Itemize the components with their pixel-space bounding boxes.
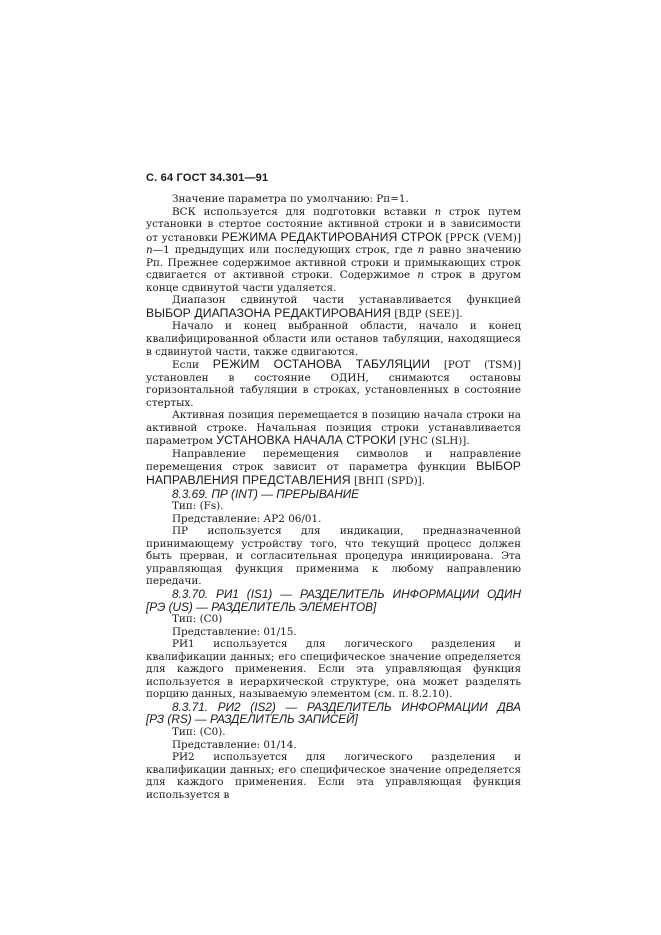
section-8-3-69-type: Тип: (Fs). <box>172 500 224 513</box>
title-line: [РЭ (US) — РАЗДЕЛИТЕЛЬ ЭЛЕМЕНТОВ] <box>146 599 377 614</box>
section-8-3-69-title: 8.3.69. ПР (INT) — ПРЕРЫВАНИЕ <box>172 486 360 501</box>
abbreviation: [РРСК (VEM)] <box>441 231 522 244</box>
variable-n: n <box>417 269 424 282</box>
text-run: строк путем установки в стертое состояние активной строки и в зависимости от установки <box>146 205 522 244</box>
paragraph-default-value: Значение параметра по умолчанию: Рп=1. <box>172 193 409 205</box>
section-8-3-71-title <box>146 701 521 726</box>
section-8-3-71-type: Тип: (С0). <box>172 725 226 738</box>
function-name: ВЫБОР НАПРАВЛЕНИЯ ПРЕДСТАВЛЕНИЯ <box>146 459 521 488</box>
text-run: равно значению Рп. Прежнее содержимое активной строки и примыкающих строк сдвигается от активной строки. Содержимое <box>146 244 522 282</box>
paragraph-vsk <box>146 206 521 295</box>
mode-name: РЕЖИМА РЕДАКТИРОВАНИЯ СТРОК <box>221 229 442 244</box>
text-run: Активная позиция перемещается в позицию начала строки на активной строке. Начальная позиция строки устанавливается параметром <box>146 409 521 448</box>
text-run: Если <box>172 359 213 372</box>
section-8-3-70-type: Тип: (С0) <box>172 613 223 626</box>
abbreviation: [РОТ (TSM)] <box>430 359 521 372</box>
variable-n: n <box>417 244 425 257</box>
section-8-3-71-description: РИ2 используется для логического разделения и квалификации данных; его специфическое значение определяется для каждого применения. Если эта управляющая функция используется в <box>146 751 521 801</box>
variable-n: n <box>146 244 153 257</box>
section-8-3-69-description: ПР используется для индикации, предназначенной принимающему устройству того, что текущий процесс должен быть прерван, и согласительная процедура инициирована. Эта управляющая функция применима к любому направлению передачи. <box>146 525 521 588</box>
abbreviation: [УНС (SLH)]. <box>395 435 470 448</box>
paragraph-area-shift: Начало и конец выбранной области, начало и конец квалифицированной области или останов табуляции, находящиеся в сдвинутой части, также сдвигаются. <box>146 320 521 358</box>
section-8-3-70-description: РИ1 используется для логического разделения и квалификации данных; его специфическое значение определяется для каждого применения. Если эта управляющая функция используется в иерархической структуре, она может разделять порцию данных, называемую элементом (см. п. 8.2.10). <box>146 638 521 701</box>
paragraph-tab-stop <box>146 358 521 409</box>
text-run: Диапазон сдвинутой части устанавливается функцией <box>172 294 521 307</box>
abbreviation: [ВДР (SEE)]. <box>391 307 463 320</box>
function-name: УСТАНОВКА НАЧАЛА СТРОКИ <box>216 433 396 448</box>
function-name: ВЫБОР ДИАПАЗОНА РЕДАКТИРОВАНИЯ <box>146 305 392 320</box>
text-run: строк в другом конце сдвинутой части удаляется. <box>146 269 521 294</box>
section-8-3-71-representation: Представление: 01/14. <box>172 738 297 751</box>
section-8-3-70-representation: Представление: 01/15. <box>172 625 297 638</box>
text-run: —1 предыдущих или последующих строк, где <box>152 244 418 257</box>
abbreviation: [ВНП (SPD)]. <box>350 475 426 488</box>
title-line: 8.3.71. РИ2 (IS2) — РАЗДЕЛИТЕЛЬ ИНФОРМАЦИИ ДВА <box>172 699 521 714</box>
title-line: [РЗ (RS) — РАЗДЕЛИТЕЛЬ ЗАПИСЕЙ] <box>146 712 358 727</box>
section-8-3-69-representation: Представление: АР2 06/01. <box>172 512 322 525</box>
section-8-3-70-title <box>146 588 521 613</box>
text-run: установлен в состояние ОДИН, снимаются остановы горизонтальной табуляции в строках, установленных в состояние стертых. <box>146 371 521 409</box>
document-body <box>146 193 521 801</box>
page-header: С. 64 ГОСТ 34.301—91 <box>146 172 269 184</box>
paragraph-active-position <box>146 409 521 448</box>
variable-n: n <box>434 205 442 218</box>
mode-name: РЕЖИМ ОСТАНОВА ТАБУЛЯЦИИ <box>212 357 431 372</box>
title-line: 8.3.70. РИ1 (IS1) — РАЗДЕЛИТЕЛЬ ИНФОРМАЦИИ ОДИН <box>172 586 521 601</box>
text-run: Направление перемещения символов и направление перемещения строк зависит от параметра функции <box>146 447 521 474</box>
paragraph-direction <box>146 448 521 488</box>
text-run: ВСК используется для подготовки вставки <box>172 205 435 218</box>
paragraph-range <box>146 294 521 320</box>
